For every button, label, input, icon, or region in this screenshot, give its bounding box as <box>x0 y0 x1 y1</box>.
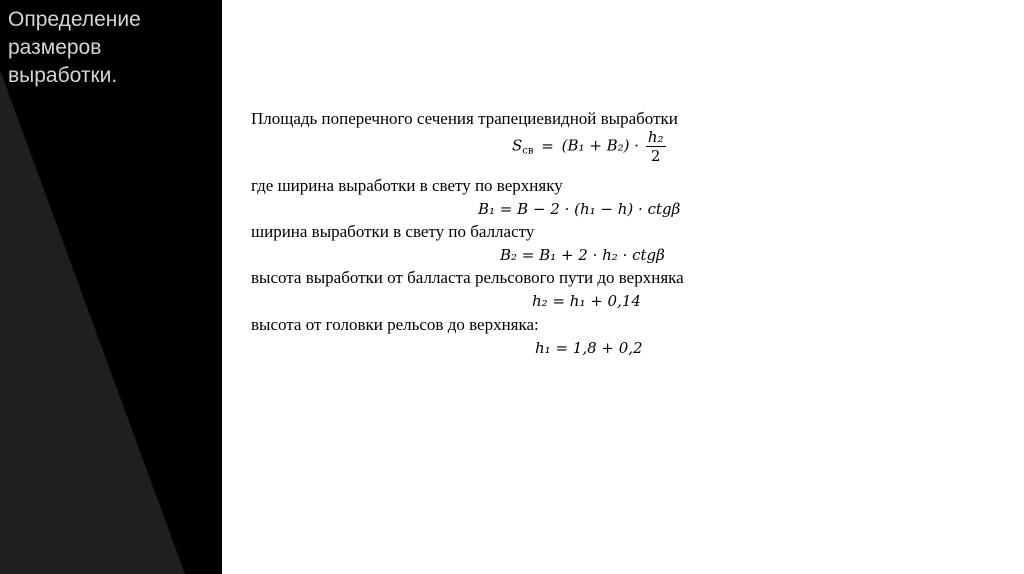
fraction-numerator: h₂ <box>647 128 664 146</box>
slide-title-line: размеров <box>8 36 102 59</box>
formula-cross-section-area <box>512 128 666 165</box>
formula-expression: B₂ = B₁ + 2 · h₂ · ctgβ <box>500 246 665 264</box>
formula-expression: h₁ = 1,8 + 0,2 <box>535 339 643 357</box>
formula-height-ballast <box>532 291 641 311</box>
formula-operator: = <box>541 136 554 155</box>
body-text-line: ширина выработки в свету по балласту <box>251 222 535 241</box>
formula-subscript: св <box>522 145 534 157</box>
body-text-line: высота от головки рельсов до верхняка: <box>251 315 539 334</box>
formula-expression: (B₁ + B₂) · <box>561 136 640 155</box>
formula-symbol: S <box>512 136 523 155</box>
formula-height-rails <box>535 338 643 358</box>
formula-fraction <box>646 128 666 165</box>
slide-title-line: выработки. <box>8 64 118 87</box>
body-text-line: высота выработки от балласта рельсового пути до верхняка <box>251 268 684 287</box>
formula-ballast-width <box>500 245 665 265</box>
formula-expression: h₂ = h₁ + 0,14 <box>532 292 641 310</box>
body-text-line: где ширина выработки в свету по верхняку <box>251 176 563 195</box>
slide-title-line: Определение <box>8 8 141 31</box>
body-text-line: Площадь поперечного сечения трапециевидной выработки <box>251 109 678 128</box>
fraction-denominator: 2 <box>650 147 661 165</box>
formula-top-width <box>478 199 680 219</box>
formula-expression: B₁ = B − 2 · (h₁ − h) · ctgβ <box>478 200 681 218</box>
